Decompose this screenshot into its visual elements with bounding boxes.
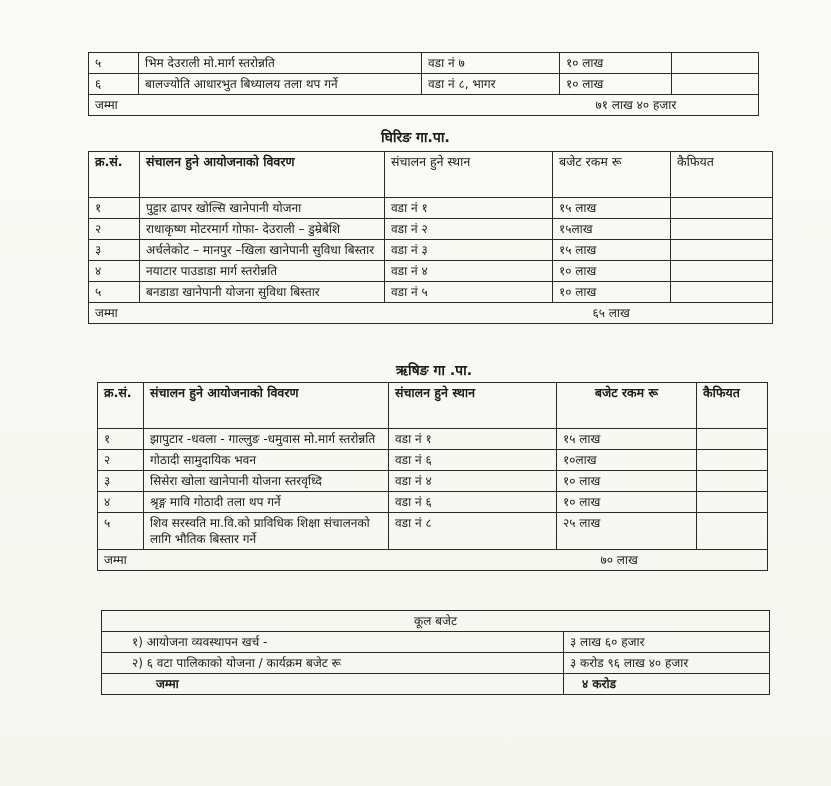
table-header-row (98, 383, 768, 429)
table-header-row (89, 152, 773, 198)
table-row (89, 261, 773, 282)
table-row (89, 198, 773, 219)
serial-cell: ५ (89, 282, 140, 303)
serial-cell: १ (98, 429, 144, 450)
description-cell: श्रृङ्ग मावि गोठादी तला थप गर्ने (144, 492, 389, 513)
summary-row (102, 653, 770, 674)
table-row (89, 282, 773, 303)
header-remarks: कैफियत (697, 383, 768, 429)
table-row (89, 74, 759, 95)
table-row (98, 429, 768, 450)
summary-total-label: जम्मा (102, 674, 564, 695)
total-budget-summary-table (101, 610, 770, 695)
amount-cell: १५ लाख (557, 429, 697, 450)
description-cell: राधाकृष्ण मोटरमार्ग गोफा- देउराली – डुम्रेबेशि (140, 219, 385, 240)
header-amount: बजेट रकम रू (553, 152, 671, 198)
remarks-cell (697, 513, 768, 550)
header-serial: क्र.सं. (98, 383, 144, 429)
place-cell: वडा नं ८, भागर (422, 74, 560, 95)
summary-heading: कूल बजेट (102, 611, 770, 632)
summary-heading-row (102, 611, 770, 632)
serial-cell: ४ (98, 492, 144, 513)
header-place: संचालन हुने स्थान (385, 152, 553, 198)
remarks-cell (672, 53, 759, 74)
amount-cell: २५ लाख (557, 513, 697, 550)
amount-cell: १० लाख (557, 471, 697, 492)
description-cell: शिव सरस्वति मा.वि.को प्राविधिक शिक्षा संचालनको लागि भौतिक बिस्तार गर्ने (144, 513, 389, 550)
place-cell: वडा नं ४ (389, 471, 557, 492)
description-cell: बालज्योति आधारभुत बिध्यालय तला थप गर्ने (139, 74, 422, 95)
amount-cell: १० लाख (560, 74, 672, 95)
ghiring-budget-table (88, 151, 773, 324)
table-row (89, 219, 773, 240)
header-remarks: कैफियत (671, 152, 773, 198)
serial-cell: ५ (89, 53, 139, 74)
summary-item-label: १) आयोजना व्यवस्थापन खर्च - (102, 632, 564, 653)
serial-cell: ४ (89, 261, 140, 282)
place-cell: वडा नं ३ (385, 240, 553, 261)
summary-item-label: २) ६ वटा पालिकाको योजना / कार्यक्रम बजेट रू (102, 653, 564, 674)
amount-cell: १० लाख (560, 53, 672, 74)
place-cell: वडा नं ६ (389, 492, 557, 513)
description-cell: अर्चलेकोट – मानपुर –खिला खानेपानी सुविधा बिस्तार (140, 240, 385, 261)
remarks-cell (697, 429, 768, 450)
total-amount: ७० लाख (557, 550, 768, 571)
summary-item-amount: ३ करोड ९६ लाख ४० हजार (564, 653, 770, 674)
header-amount: बजेट रकम रू (557, 383, 697, 429)
header-description: संचालन हुने आयोजनाको विवरण (140, 152, 385, 198)
summary-total-row (102, 674, 770, 695)
remarks-cell (671, 219, 773, 240)
serial-cell: ५ (98, 513, 144, 550)
description-cell: गोठादी सामुदायिक भवन (144, 450, 389, 471)
description-cell: झापुटार -धवला - गाल्लुङ -धमुवास मो.मार्ग स्तरोन्नति (144, 429, 389, 450)
header-description: संचालन हुने आयोजनाको विवरण (144, 383, 389, 429)
remarks-cell (697, 450, 768, 471)
place-cell: वडा नं १ (385, 198, 553, 219)
total-row (89, 95, 759, 116)
ghiring-heading: घिरिङ गा.पा. (381, 130, 450, 146)
header-place: संचालन हुने स्थान (389, 383, 557, 429)
total-row (89, 303, 773, 324)
amount-cell: १५ लाख (553, 240, 671, 261)
total-amount: ६५ लाख (553, 303, 773, 324)
rishing-heading: ऋषिङ गा .पा. (396, 363, 473, 379)
total-label: जम्मा (98, 550, 557, 571)
table-row (98, 450, 768, 471)
place-cell: वडा नं २ (385, 219, 553, 240)
summary-total-amount: ४ करोड (564, 674, 770, 695)
table-row (98, 471, 768, 492)
continued-budget-table (88, 52, 759, 116)
place-cell: वडा नं ८ (389, 513, 557, 550)
description-cell: नयाटार पाउडाडा मार्ग स्तरोन्नति (140, 261, 385, 282)
remarks-cell (697, 492, 768, 513)
total-label: जम्मा (89, 95, 560, 116)
amount-cell: १० लाख (557, 492, 697, 513)
remarks-cell (697, 471, 768, 492)
amount-cell: १० लाख (553, 261, 671, 282)
remarks-cell (671, 261, 773, 282)
place-cell: वडा नं ४ (385, 261, 553, 282)
summary-item-amount: ३ लाख ६० हजार (564, 632, 770, 653)
table-row (98, 492, 768, 513)
remarks-cell (671, 198, 773, 219)
place-cell: वडा नं ५ (385, 282, 553, 303)
serial-cell: ६ (89, 74, 139, 95)
summary-row (102, 632, 770, 653)
place-cell: वडा नं ६ (389, 450, 557, 471)
serial-cell: १ (89, 198, 140, 219)
total-amount: ७१ लाख ४० हजार (560, 95, 759, 116)
remarks-cell (671, 240, 773, 261)
header-serial: क्र.सं. (89, 152, 140, 198)
amount-cell: १५लाख (553, 219, 671, 240)
serial-cell: ३ (98, 471, 144, 492)
remarks-cell (671, 282, 773, 303)
serial-cell: २ (89, 219, 140, 240)
serial-cell: ३ (89, 240, 140, 261)
description-cell: पुट्टार ढापर खोल्सि खानेपानी योजना (140, 198, 385, 219)
total-label: जम्मा (89, 303, 553, 324)
description-cell: भिम देउराली मो.मार्ग स्तरोन्नति (139, 53, 422, 74)
description-cell: सिसेरा खोला खानेपानी योजना स्तरवृध्दि (144, 471, 389, 492)
amount-cell: १० लाख (553, 282, 671, 303)
table-row (89, 53, 759, 74)
place-cell: वडा नं ७ (422, 53, 560, 74)
serial-cell: २ (98, 450, 144, 471)
place-cell: वडा नं १ (389, 429, 557, 450)
amount-cell: १५ लाख (553, 198, 671, 219)
amount-cell: १०लाख (557, 450, 697, 471)
total-row (98, 550, 768, 571)
table-row (98, 513, 768, 550)
description-cell: बनडाडा खानेपानी योजना सुविधा बिस्तार (140, 282, 385, 303)
table-row (89, 240, 773, 261)
rishing-budget-table (97, 382, 768, 571)
remarks-cell (672, 74, 759, 95)
